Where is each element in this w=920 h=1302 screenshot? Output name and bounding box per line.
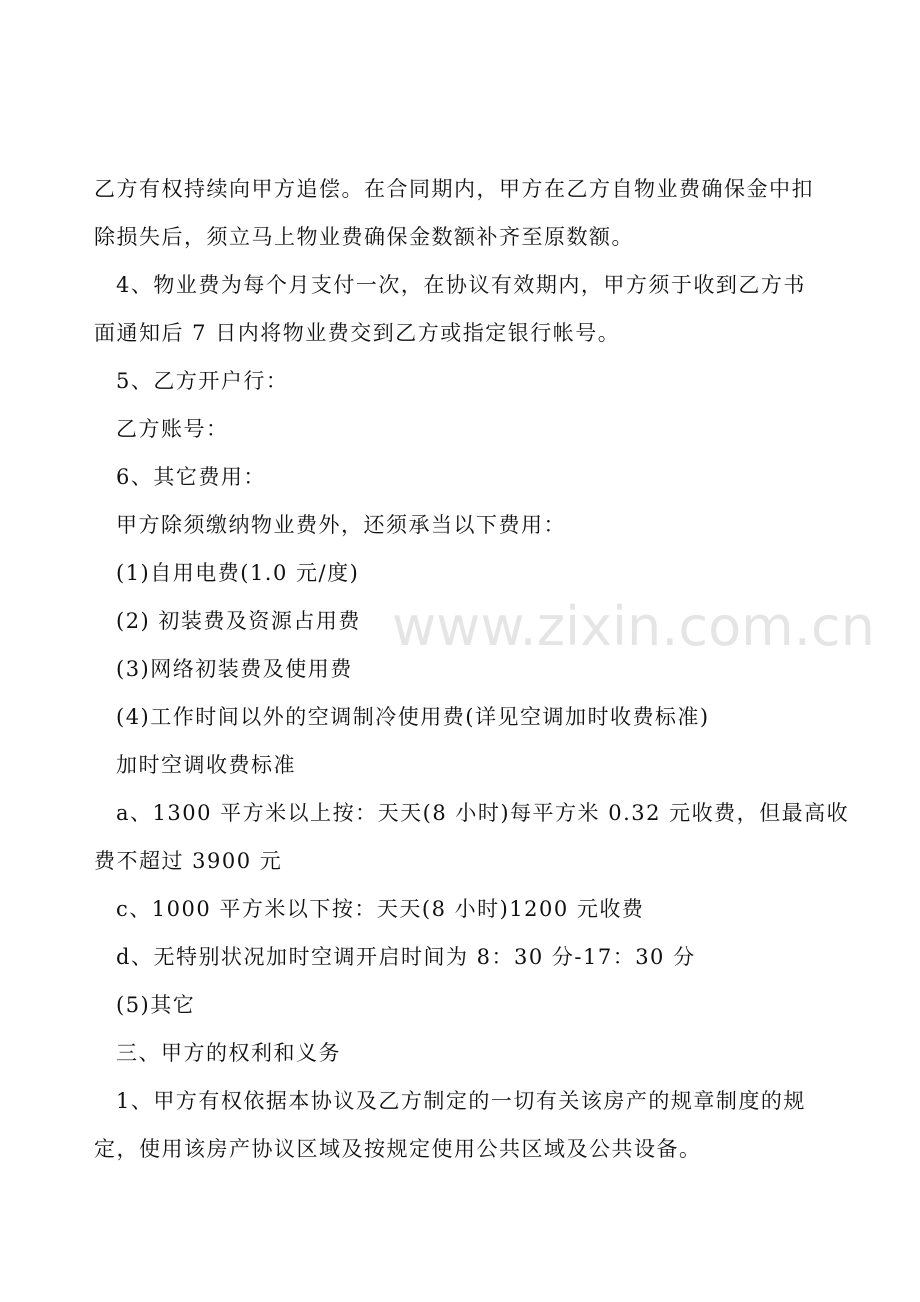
paragraph-line: a、1300 平方米以上按：天天(8 小时)每平方米 0.32 元收费，但最高收 — [116, 801, 850, 825]
paragraph-line: 乙方有权持续向甲方追偿。在合同期内，甲方在乙方自物业费确保金中扣 — [94, 177, 814, 201]
paragraph-line: 费不超过 3900 元 — [94, 849, 283, 873]
paragraph-line: 乙方账号： — [116, 417, 229, 441]
paragraph-line: d、无特别状况加时空调开启时间为 8：30 分-17：30 分 — [116, 945, 696, 969]
paragraph-line: 4、物业费为每个月支付一次，在协议有效期内，甲方须于收到乙方书 — [116, 273, 806, 297]
watermark: www.zixin.com.cn — [392, 595, 875, 658]
paragraph-line: (3)网络初装费及使用费 — [116, 657, 353, 681]
paragraph-line: c、1000 平方米以下按：天天(8 小时)1200 元收费 — [116, 897, 645, 921]
paragraph-line: 除损失后，须立马上物业费确保金数额补齐至原数额。 — [94, 225, 634, 249]
paragraph-line: 1、甲方有权依据本协议及乙方制定的一切有关该房产的规章制度的规 — [116, 1089, 806, 1113]
paragraph-line: (2) 初装费及资源占用费 — [116, 609, 361, 633]
paragraph-line: (1)自用电费(1.0 元/度) — [116, 561, 360, 585]
document-body — [94, 165, 850, 1173]
paragraph-line: 定，使用该房产协议区域及按规定使用公共区域及公共设备。 — [94, 1137, 702, 1161]
paragraph-line: (4)工作时间以外的空调制冷使用费(详见空调加时收费标准) — [116, 705, 710, 729]
paragraph-line: (5)其它 — [116, 993, 196, 1017]
paragraph-line: 5、乙方开户行： — [116, 369, 289, 393]
paragraph-line: 三、甲方的权利和义务 — [116, 1041, 341, 1065]
paragraph-line: 甲方除须缴纳物业费外，还须承当以下费用： — [116, 513, 566, 537]
paragraph-line: 6、其它费用： — [116, 465, 266, 489]
paragraph-line: 加时空调收费标准 — [116, 753, 296, 777]
paragraph-line: 面通知后 7 日内将物业费交到乙方或指定银行帐号。 — [94, 321, 621, 345]
